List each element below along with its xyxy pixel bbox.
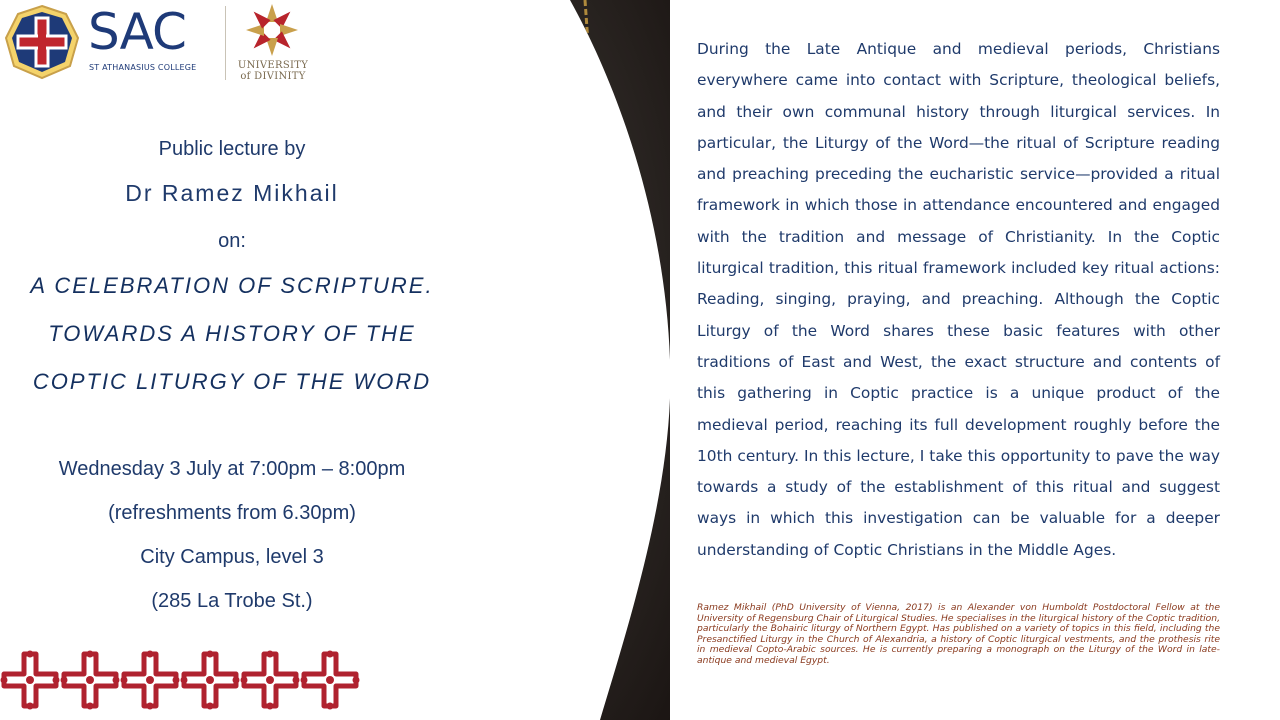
coptic-cross-icon [301,651,360,710]
speaker-bio: Ramez Mikhail (PhD University of Vienna, 2017) is an Alexander von Humboldt Postdoctoral Fellow at the University of Regensburg Chair of Liturgical Studies. He specialises in the liturgical history of the Coptic tradition, particularly the Bohairic liturgy of Northern Egypt. Has published on a variety of topics in this field, including the Presanctified Liturgy in the Church of Alexandria, a history of Coptic liturgical vestments, and the prothesis rite in medieval Copto-Arabic sources. He is currently preparing a monograph on the Liturgy of the Word in late-antique and medieval Egypt. [697,602,1220,666]
lecture-title-line-3: COPTIC LITURGY OF THE WORD [32,369,432,394]
coptic-cross-icon [121,651,180,710]
coptic-cross-icon [61,651,120,710]
lecture-title-line-2: TOWARDS A HISTORY OF THE [48,321,416,346]
coptic-crosses-border [0,650,380,710]
logo-divider [225,6,226,80]
sac-acronym: SAC [88,3,186,61]
sac-college-name: ST ATHANASIUS COLLEGE [89,63,197,72]
coptic-cross-icon [1,651,60,710]
coptic-cross-icon [181,651,240,710]
lecture-address: (285 La Trobe St.) [151,590,313,612]
lecture-venue: City Campus, level 3 [140,546,324,568]
lecture-intro: Public lecture by [158,138,306,160]
university-star-icon [244,2,300,58]
sac-shield-icon [4,4,80,80]
lecture-abstract: During the Late Antique and medieval periods, Christians everywhere came into contact with Scripture, theological beliefs, and their own communal history through liturgical services. In particular, the Liturgy of the Word—the ritual of Scripture reading and preaching preceding the eucharistic service—provided a ritual framework in which those in attendance encountered and engaged with the tradition and message of Christianity. In the Coptic liturgical tradition, this ritual framework included key ritual actions: Reading, singing, praying, and preaching. Although the Coptic Liturgy of the Word shares these basic features with other traditions of East and West, the exact structure and contents of this gathering in Coptic practice is a unique product of the medieval period, reaching its full development roughly before the 10th century. In this lecture, I take this opportunity to pave the way towards a study of the establishment of this ritual and suggest ways in which this investigation can be valuable for a deeper understanding of Coptic Christians in the Middle Ages. [697,40,1220,559]
speaker-name: Dr Ramez Mikhail [125,180,339,206]
lecture-on: on: [218,230,246,252]
university-line-2: of DIVINITY [240,71,306,82]
university-line-1: UNIVERSITY [237,60,309,71]
lecture-title-line-1: A CELEBRATION OF SCRIPTURE. [30,273,434,298]
university-name [236,60,310,82]
lecture-date-time: Wednesday 3 July at 7:00pm – 8:00pm [58,458,406,480]
coptic-cross-icon [241,651,300,710]
lecture-refreshments: (refreshments from 6.30pm) [108,502,356,524]
